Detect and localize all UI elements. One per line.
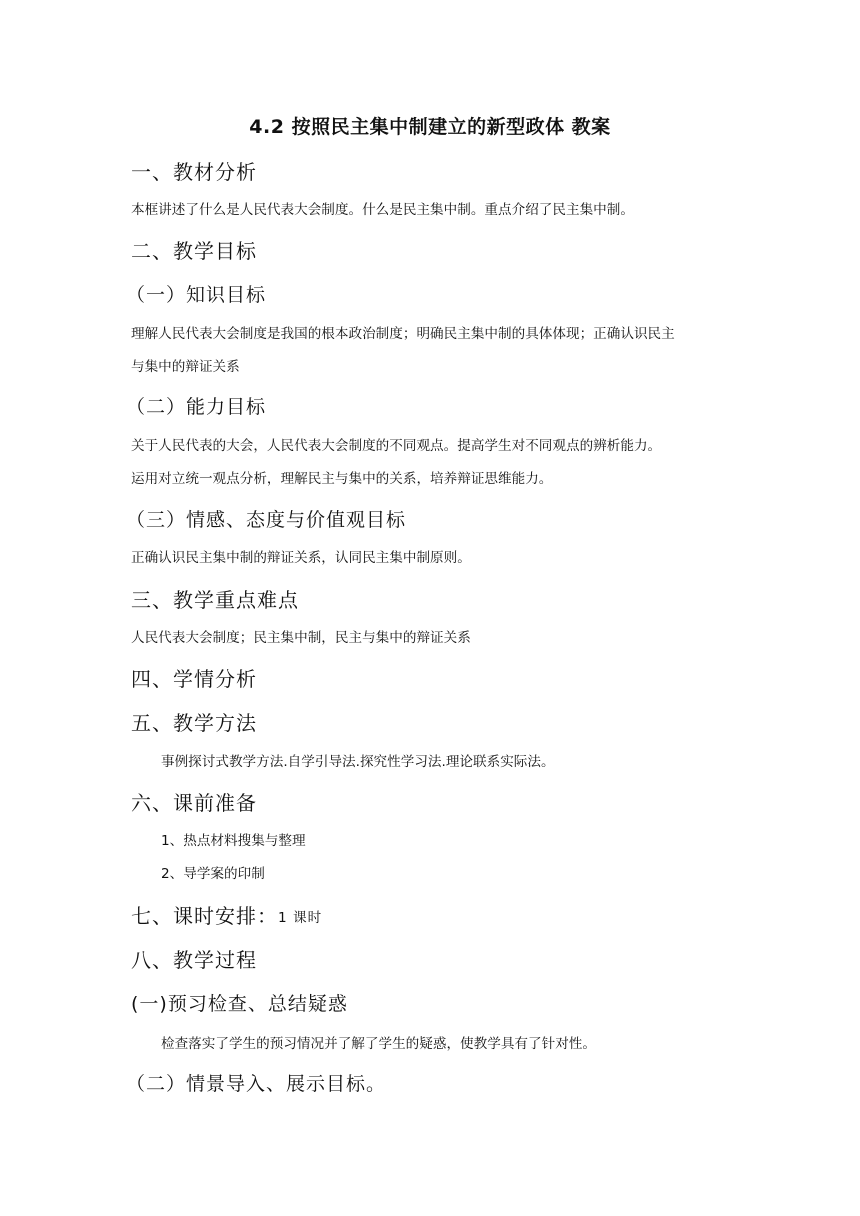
paragraph-methods: 事例探讨式教学方法.自学引导法.探究性学习法.理论联系实际法。 — [161, 754, 555, 770]
paragraph-ability-goal-line1: 关于人民代表的大会，人民代表大会制度的不同观点。提高学生对不同观点的辨析能力。 — [131, 438, 662, 454]
section-heading-key-points: 三、教学重点难点 — [131, 588, 299, 612]
document-title: 4.2 按照民主集中制建立的新型政体 教案 — [249, 116, 611, 138]
section-heading-teaching-material: 一、教材分析 — [131, 160, 257, 184]
section-heading-preparation: 六、课前准备 — [131, 791, 257, 815]
paragraph-emotion-goal: 正确认识民主集中制的辩证关系，认同民主集中制原则。 — [131, 550, 471, 566]
subheading-scenario-intro: （二）情景导入、展示目标。 — [126, 1073, 387, 1095]
subheading-ability-goal: （二）能力目标 — [126, 396, 267, 418]
section-heading-student-analysis: 四、学情分析 — [131, 667, 257, 691]
list-item-preparation-1: 1、热点材料搜集与整理 — [161, 833, 306, 849]
subheading-knowledge-goal: （一）知识目标 — [126, 284, 267, 306]
paragraph-preview-check: 检查落实了学生的预习情况并了解了学生的疑惑，使教学具有了针对性。 — [161, 1036, 596, 1052]
schedule-label: 七、课时安排： — [131, 904, 278, 928]
paragraph-knowledge-goal-line2: 与集中的辩证关系 — [131, 359, 240, 375]
paragraph-ability-goal-line2: 运用对立统一观点分析，理解民主与集中的关系，培养辩证思维能力。 — [131, 471, 553, 487]
schedule-value: 1 课时 — [278, 910, 323, 926]
paragraph-key-points: 人民代表大会制度；民主集中制，民主与集中的辩证关系 — [131, 630, 471, 646]
list-item-preparation-2: 2、导学案的印制 — [161, 866, 265, 882]
subheading-emotion-goal: （三）情感、态度与价值观目标 — [126, 509, 407, 531]
section-heading-goals: 二、教学目标 — [131, 239, 257, 263]
paragraph-teaching-material: 本框讲述了什么是人民代表大会制度。什么是民主集中制。重点介绍了民主集中制。 — [131, 202, 634, 218]
section-heading-process: 八、教学过程 — [131, 948, 257, 972]
section-heading-schedule — [131, 906, 322, 926]
paragraph-knowledge-goal-line1: 理解人民代表大会制度是我国的根本政治制度；明确民主集中制的具体体现；正确认识民主 — [131, 326, 675, 342]
section-heading-methods: 五、教学方法 — [131, 711, 257, 735]
subheading-preview-check: (一)预习检查、总结疑惑 — [131, 993, 348, 1015]
